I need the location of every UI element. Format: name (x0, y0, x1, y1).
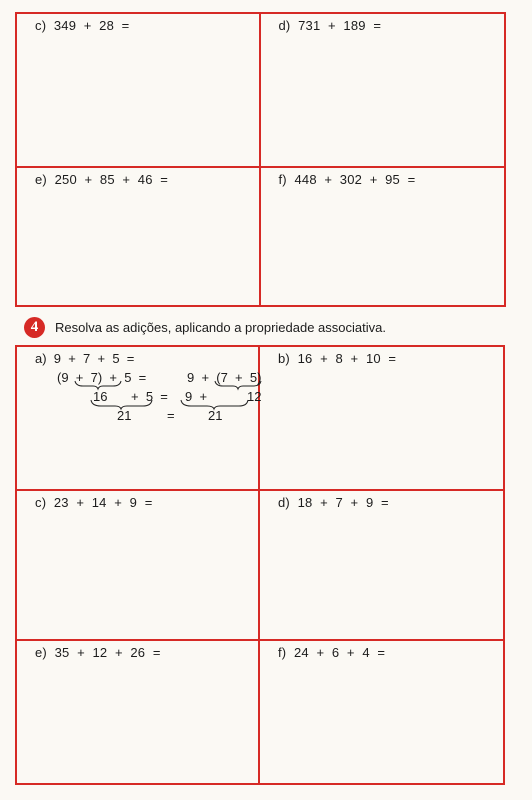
example-line-2-right: 9 + (7 + 5) (187, 370, 262, 385)
problem-e-cell (17, 641, 260, 783)
example-sum-16: 16 (93, 389, 108, 404)
problem-b-cell (260, 347, 503, 491)
example-result-left: 21 (117, 408, 132, 423)
example-sum-12: 12 (247, 389, 262, 404)
exercise-4-instruction (24, 317, 386, 338)
problem-c: c) 349 + 28 = (35, 18, 130, 33)
problem-e-cell (17, 168, 261, 305)
top-exercise-grid (15, 12, 506, 307)
example-a-cell (17, 347, 260, 491)
problem-f-cell (260, 641, 503, 783)
problem-c-cell (17, 491, 260, 641)
problem-c-cell (17, 14, 261, 168)
problem-c: c) 23 + 14 + 9 = (35, 495, 153, 510)
exercise-number-badge: 4 (24, 317, 45, 338)
worked-example (35, 351, 265, 481)
exercise-4-grid (15, 345, 505, 785)
problem-b: b) 16 + 8 + 10 = (278, 351, 397, 366)
example-line-3-nine: 9 + (185, 389, 208, 404)
problem-f: f) 448 + 302 + 95 = (278, 172, 416, 187)
problem-f-cell (261, 168, 505, 305)
problem-e: e) 250 + 85 + 46 = (35, 172, 169, 187)
example-result-right: 21 (208, 408, 223, 423)
instruction-text: Resolva as adições, aplicando a propriedade associativa. (55, 320, 386, 335)
example-line-1: a) 9 + 7 + 5 = (35, 351, 135, 366)
problem-d-cell (260, 491, 503, 641)
problem-d: d) 731 + 189 = (278, 18, 382, 33)
problem-f: f) 24 + 6 + 4 = (278, 645, 386, 660)
example-equals: = (167, 408, 175, 423)
example-line-3-middle: + 5 = (131, 389, 168, 404)
problem-d-cell (261, 14, 505, 168)
example-line-2-left: (9 + 7) + 5 = (57, 370, 147, 385)
problem-e: e) 35 + 12 + 26 = (35, 645, 161, 660)
problem-d: d) 18 + 7 + 9 = (278, 495, 389, 510)
